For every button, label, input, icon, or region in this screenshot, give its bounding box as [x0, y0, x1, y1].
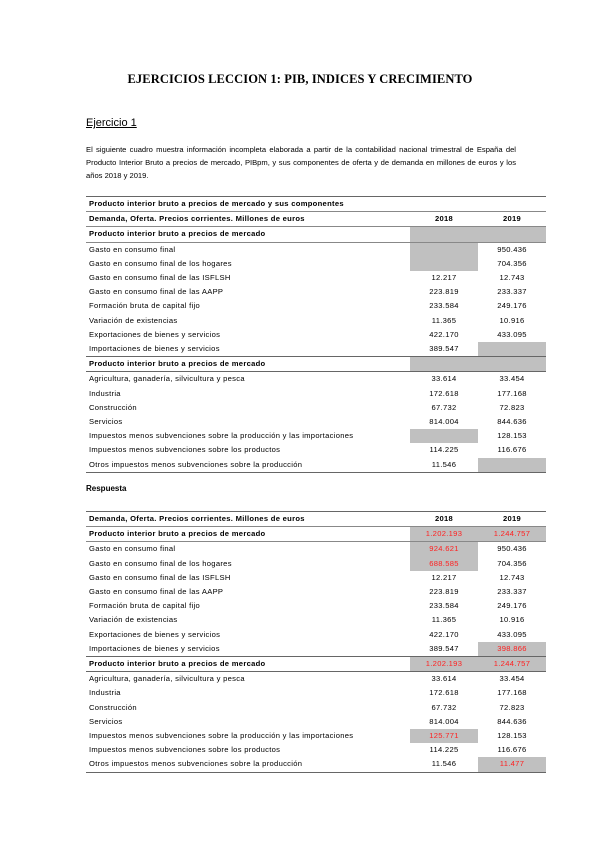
- row-label: Agricultura, ganadería, silvicultura y pesca: [89, 374, 245, 384]
- table-row: [86, 357, 546, 372]
- table-row: [86, 257, 546, 271]
- row-label: Gasto en consumo final de las ISFLSH: [89, 572, 231, 582]
- cell-2018: 814.004: [429, 716, 459, 726]
- cell-2018: 172.618: [429, 688, 459, 698]
- row-label: Gasto en consumo final de los hogares: [89, 258, 232, 268]
- cell-2019: 233.337: [497, 287, 527, 297]
- table-row: [86, 271, 546, 285]
- header-2018: 2018: [410, 212, 478, 227]
- table-row: [86, 657, 546, 672]
- row-label: Construcción: [89, 702, 137, 712]
- row-label: Exportaciones de bienes y servicios: [89, 629, 221, 639]
- header-2019: 2019: [478, 212, 546, 227]
- cell-2019: 177.168: [497, 388, 527, 398]
- answer-cell-2019: 11.477: [478, 757, 546, 772]
- row-label: Impuestos menos subvenciones sobre los productos: [89, 745, 281, 755]
- cell-2019: 433.095: [497, 629, 527, 639]
- row-label: Construcción: [89, 402, 137, 412]
- table-header-row: [86, 512, 546, 527]
- cell-2018: 67.732: [431, 702, 457, 712]
- row-label: Formación bruta de capital fijo: [89, 601, 201, 611]
- table-row: [86, 458, 546, 473]
- table-row: [86, 743, 546, 757]
- table-row: [86, 372, 546, 387]
- table-row: [86, 757, 546, 772]
- table-row: [86, 328, 546, 342]
- table-row: [86, 429, 546, 443]
- exercise-table: [86, 196, 546, 473]
- table-row: [86, 672, 546, 687]
- table-row: [86, 585, 546, 599]
- cell-2019: 12.743: [499, 572, 525, 582]
- row-label: Producto interior bruto a precios de mercado: [86, 357, 410, 372]
- row-label: Exportaciones de bienes y servicios: [89, 329, 221, 339]
- cell-2018: 389.547: [410, 642, 478, 657]
- exercise-heading: Ejercicio 1: [86, 117, 137, 129]
- answer-cell-2019: 1.244.757: [478, 527, 546, 542]
- cell-2018: 814.004: [429, 417, 459, 427]
- cell-2018: 12.217: [431, 572, 457, 582]
- row-label: Variación de existencias: [89, 315, 178, 325]
- cell-2019: 950.436: [497, 544, 527, 554]
- answer-cell-2018: 924.621: [410, 542, 478, 557]
- row-label: Formación bruta de capital fijo: [89, 301, 201, 311]
- cell-2018: [410, 227, 478, 242]
- cell-2019: 12.743: [499, 273, 525, 283]
- table-caption: Producto interior bruto a precios de mercado y sus componentes: [86, 197, 546, 212]
- cell-2019: 116.676: [497, 745, 527, 755]
- cell-2019: [478, 227, 546, 242]
- cell-2018: 67.732: [431, 402, 457, 412]
- table-row: [86, 342, 546, 357]
- cell-2019: 116.676: [497, 445, 527, 455]
- cell-2019: 33.454: [499, 374, 525, 384]
- table-row: [86, 729, 546, 743]
- row-label: Producto interior bruto a precios de mercado: [86, 227, 410, 242]
- row-label: Industria: [89, 688, 121, 698]
- cell-2019: [478, 357, 546, 372]
- answer-cell-2018: 125.771: [410, 729, 478, 743]
- cell-2019: 177.168: [497, 688, 527, 698]
- header-2018: 2018: [410, 512, 478, 527]
- row-label: Gasto en consumo final de las AAPP: [89, 587, 224, 597]
- answer-cell-2018: 1.202.193: [410, 527, 478, 542]
- row-label: Producto interior bruto a precios de mercado: [86, 527, 410, 542]
- row-label: Variación de existencias: [89, 615, 178, 625]
- cell-2018: 422.170: [429, 629, 459, 639]
- table-row: [86, 443, 546, 457]
- page-title: EJERCICIOS LECCION 1: PIB, INDICES Y CRECIMIENTO: [127, 72, 473, 86]
- row-label: Gasto en consumo final de las AAPP: [89, 287, 224, 297]
- answer-cell-2019: 398.866: [478, 642, 546, 657]
- table-row: [86, 628, 546, 642]
- cell-2019: 72.823: [499, 702, 525, 712]
- header-2019: 2019: [478, 512, 546, 527]
- cell-2018: 389.547: [410, 342, 478, 357]
- answer-cell-2018: 688.585: [410, 557, 478, 571]
- cell-2019: 704.356: [497, 558, 527, 568]
- intro-paragraph: El siguiente cuadro muestra información incompleta elaborada a partir de la contabilidad nacional trimestral de España del Producto Interior Bruto a precios de mercado, PIBpm, y sus componentes de oferta y de demanda en millones de euros y los años 2018 y 2019.: [86, 145, 516, 180]
- cell-2019: 844.636: [497, 417, 527, 427]
- table-row: [86, 314, 546, 328]
- cell-2018: 11.546: [410, 757, 478, 772]
- cell-2019: [478, 342, 546, 357]
- table-row: [86, 242, 546, 257]
- answer-cell-2018: 1.202.193: [410, 657, 478, 672]
- cell-2018: [410, 242, 478, 257]
- row-label: Importaciones de bienes y servicios: [86, 342, 410, 357]
- table-row: [86, 557, 546, 571]
- table-row: [86, 599, 546, 613]
- row-label: Gasto en consumo final de las ISFLSH: [89, 273, 231, 283]
- cell-2019: 233.337: [497, 587, 527, 597]
- cell-2019: 950.436: [497, 244, 527, 254]
- row-label: Gasto en consumo final de los hogares: [89, 558, 232, 568]
- cell-2019: 10.916: [499, 315, 525, 325]
- row-label: Importaciones de bienes y servicios: [86, 642, 410, 657]
- table-row: [86, 701, 546, 715]
- table-row: [86, 227, 546, 242]
- row-label: Servicios: [89, 716, 123, 726]
- row-label: Impuestos menos subvenciones sobre los productos: [89, 445, 281, 455]
- cell-2018: 223.819: [429, 287, 459, 297]
- cell-2018: [410, 357, 478, 372]
- table-row: [86, 401, 546, 415]
- header-label: Demanda, Oferta. Precios corrientes. Millones de euros: [86, 212, 410, 227]
- cell-2019: [478, 458, 546, 473]
- row-label: Servicios: [89, 417, 123, 427]
- cell-2018: 11.546: [410, 458, 478, 473]
- row-label: Industria: [89, 388, 121, 398]
- answer-label: Respuesta: [86, 484, 127, 493]
- answer-table: [86, 511, 546, 773]
- cell-2019: 72.823: [499, 402, 525, 412]
- table-row: [86, 613, 546, 627]
- table-row: [86, 299, 546, 313]
- row-label: Impuestos menos subvenciones sobre la producción y las importaciones: [89, 431, 354, 441]
- cell-2018: [410, 429, 478, 443]
- cell-2018: 12.217: [431, 273, 457, 283]
- cell-2018: 422.170: [429, 329, 459, 339]
- table-row: [86, 642, 546, 657]
- cell-2019: 33.454: [499, 674, 525, 684]
- cell-2018: 172.618: [429, 388, 459, 398]
- cell-2018: 11.365: [431, 615, 457, 625]
- cell-2019: 433.095: [497, 329, 527, 339]
- table-row: [86, 542, 546, 557]
- table-row: [86, 387, 546, 401]
- row-label: Gasto en consumo final: [89, 544, 176, 554]
- cell-2018: 223.819: [429, 587, 459, 597]
- cell-2018: 233.584: [429, 601, 459, 611]
- table-header-row: [86, 212, 546, 227]
- cell-2018: 11.365: [431, 315, 457, 325]
- cell-2018: 33.614: [431, 374, 457, 384]
- table-row: [86, 715, 546, 729]
- table-row: [86, 415, 546, 429]
- cell-2018: [410, 257, 478, 271]
- table-row: [86, 285, 546, 299]
- row-label: Impuestos menos subvenciones sobre la producción y las importaciones: [89, 731, 354, 741]
- cell-2019: 10.916: [499, 615, 525, 625]
- cell-2018: 114.225: [429, 445, 459, 455]
- cell-2018: 33.614: [431, 674, 457, 684]
- table-caption-row: [86, 197, 546, 212]
- cell-2019: 249.176: [497, 301, 527, 311]
- cell-2019: 249.176: [497, 601, 527, 611]
- row-label: Agricultura, ganadería, silvicultura y pesca: [89, 674, 245, 684]
- table-row: [86, 686, 546, 700]
- table-row: [86, 571, 546, 585]
- row-label: Otros impuestos menos subvenciones sobre la producción: [86, 458, 410, 473]
- row-label: Gasto en consumo final: [89, 244, 176, 254]
- row-label: Otros impuestos menos subvenciones sobre la producción: [86, 757, 410, 772]
- cell-2019: 128.153: [497, 731, 527, 741]
- cell-2019: 844.636: [497, 716, 527, 726]
- cell-2019: 704.356: [497, 258, 527, 268]
- cell-2018: 233.584: [429, 301, 459, 311]
- answer-cell-2019: 1.244.757: [478, 657, 546, 672]
- header-label: Demanda, Oferta. Precios corrientes. Millones de euros: [86, 512, 410, 527]
- row-label: Producto interior bruto a precios de mercado: [86, 657, 410, 672]
- table-row: [86, 527, 546, 542]
- cell-2018: 114.225: [429, 745, 459, 755]
- cell-2019: 128.153: [497, 431, 527, 441]
